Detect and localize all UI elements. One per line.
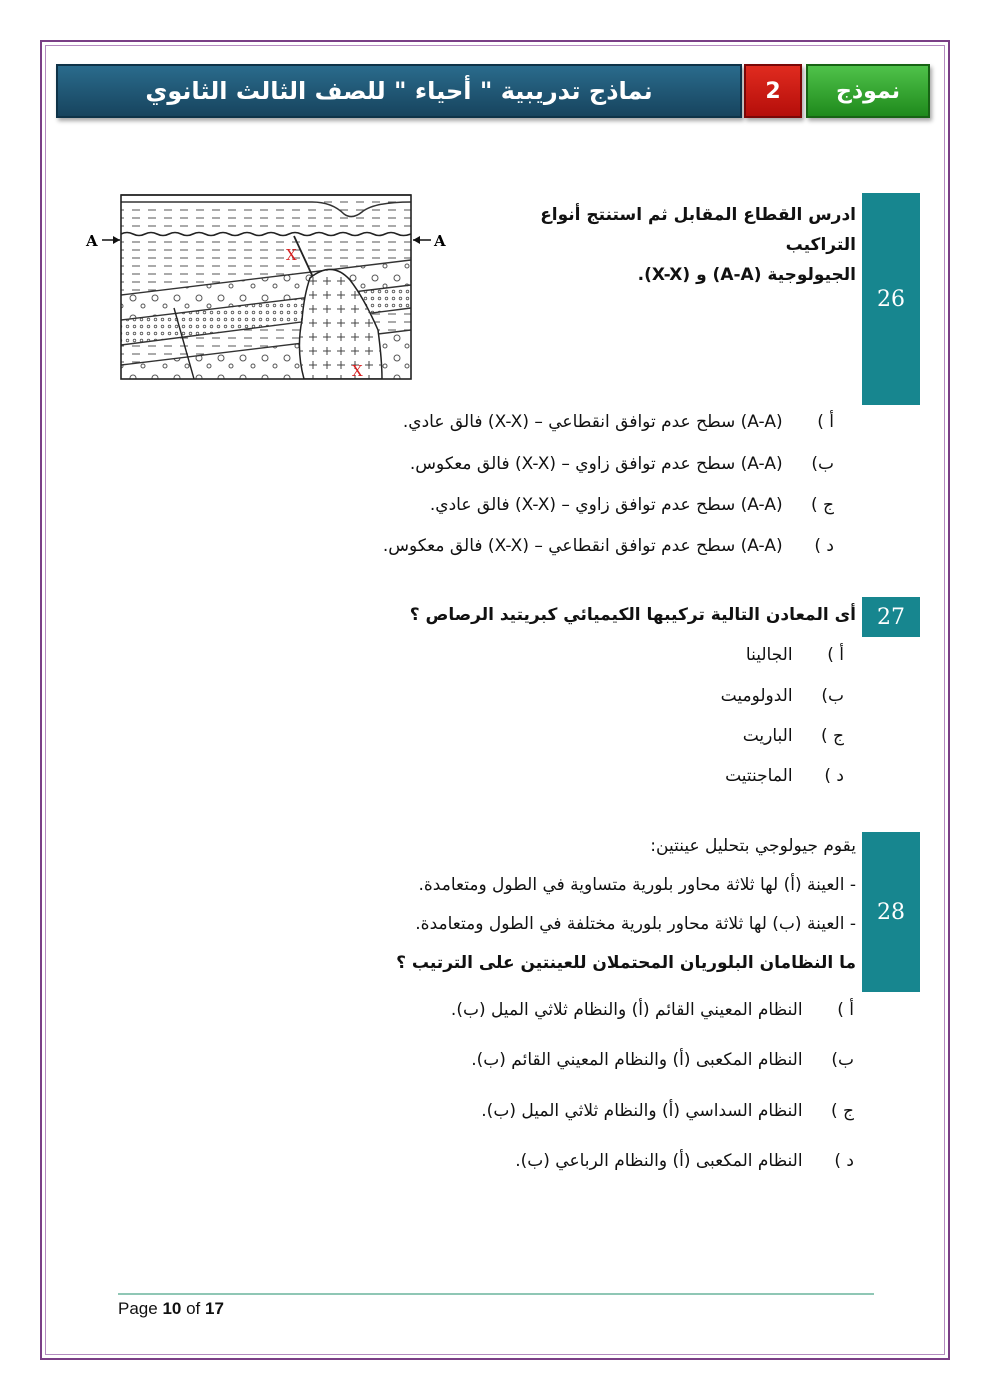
header-number: 2 — [765, 78, 781, 104]
header-title: نماذج تدريبية " أحياء " للصف الثالث الثانوي — [145, 77, 653, 105]
question-number-26: 26 — [862, 193, 920, 405]
question-26-option-c[interactable]: ج ) (A-A) سطح عدم توافق زاوي – (X-X) فالق عادي. — [429, 495, 834, 515]
figure-label-a-left: A — [86, 232, 98, 250]
question-26-line1: ادرس القطاع المقابل ثم استنتج أنواع التراكيب — [540, 205, 856, 255]
question-number-27: 27 — [862, 597, 920, 637]
figure-label-x-bottom: X — [352, 362, 363, 380]
question-28-option-d[interactable]: د ) النظام المكعبى (أ) والنظام الرباعي (ب). — [515, 1151, 854, 1171]
question-26-text — [480, 200, 856, 290]
geological-cross-section-figure — [82, 190, 452, 385]
header-title-bar — [56, 64, 742, 118]
question-27-option-c[interactable]: ج ) الباريت — [742, 726, 844, 746]
header-model-label: نموذج — [836, 78, 900, 104]
question-27-option-a[interactable]: أ ) الجالينا — [745, 645, 844, 665]
question-27-text: أى المعادن التالية تركيبها الكيميائي كبريتيد الرصاص ؟ — [409, 605, 856, 625]
question-28-option-c[interactable]: ج ) النظام السداسي (أ) والنظام ثلاثي الميل (ب). — [481, 1101, 854, 1121]
question-28-sample-a: - العينة (أ) لها ثلاثة محاور بلورية متساوية في الطول ومتعامدة. — [418, 875, 856, 895]
question-26-option-b[interactable]: ب) (A-A) سطح عدم توافق زاوي – (X-X) فالق معكوس. — [409, 454, 834, 474]
question-26-line2: الجيولوجية (A-A) و (X-X). — [637, 265, 856, 285]
header-number-box — [744, 64, 802, 118]
question-27-option-b[interactable]: ب) الدولوميت — [720, 686, 844, 706]
total-pages: 17 — [204, 1299, 224, 1318]
current-page: 10 — [162, 1299, 182, 1318]
question-26-option-a[interactable]: أ ) (A-A) سطح عدم توافق انقطاعي – (X-X) فالق عادي. — [402, 412, 834, 432]
question-28-option-b[interactable]: ب) النظام المكعبى (أ) والنظام المعيني القائم (ب). — [471, 1050, 854, 1070]
figure-label-a-right: A — [434, 232, 446, 250]
header-model-box — [806, 64, 930, 118]
footer-divider — [118, 1293, 874, 1295]
question-26-option-d[interactable]: د ) (A-A) سطح عدم توافق انقطاعي – (X-X) فالق معكوس. — [382, 536, 834, 556]
question-28-option-a[interactable]: أ ) النظام المعيني القائم (أ) والنظام ثلاثي الميل (ب). — [450, 1000, 854, 1020]
question-27-option-d[interactable]: د ) الماجنتيت — [725, 766, 844, 786]
question-28-sample-b: - العينة (ب) لها ثلاثة محاور بلورية مختلفة في الطول ومتعامدة. — [415, 914, 856, 934]
page-indicator: Page 10 of 17 — [118, 1299, 224, 1318]
question-number-28: 28 — [862, 832, 920, 992]
question-28-question: ما النظامان البلوريان المحتملان للعينتين على الترتيب ؟ — [396, 953, 856, 973]
question-28-intro: يقوم جيولوجي بتحليل عينتين: — [650, 836, 856, 856]
figure-label-x-top: X — [286, 246, 297, 264]
